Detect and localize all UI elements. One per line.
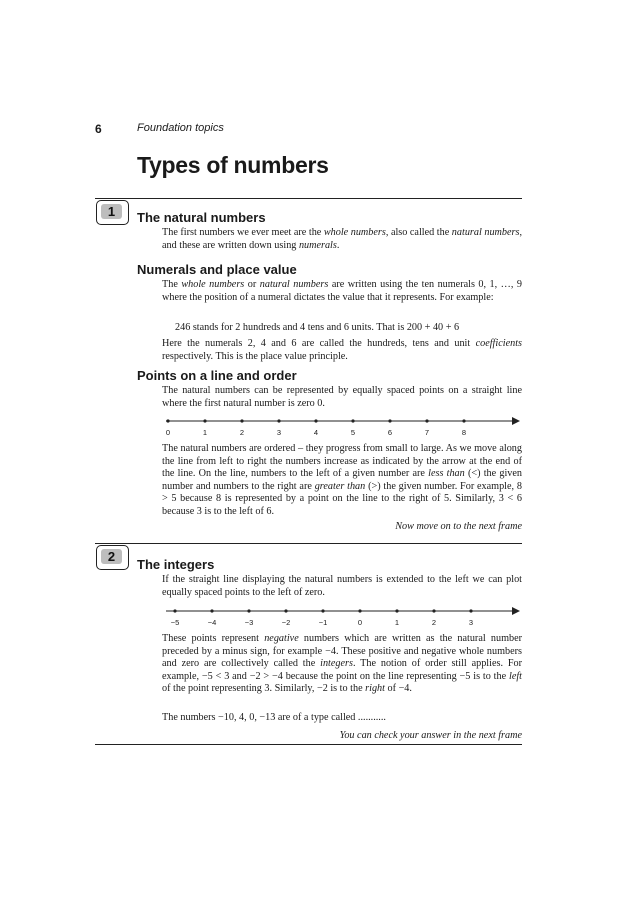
tick-label: 0 <box>165 428 171 437</box>
tick-label: 8 <box>461 428 467 437</box>
integers-paragraph: These points represent negative numbers which are written as the natural number preceded by a minus sign, for example −4. These positive and negative whole numbers and zero are collectively called the integers. The notion of order still applies. For example, −5 < 3 and −2 > −4 because the point on the line representing −5 is to the left of the point representing 3. Similarly, −2 is to the right of −4. <box>162 633 522 695</box>
tick-label: 3 <box>468 618 474 627</box>
chapter-title: Types of numbers <box>137 152 329 178</box>
frame-2-footer: You can check your answer in the next frame <box>339 730 522 741</box>
coefficients-paragraph: Here the numerals 2, 4 and 6 are called the hundreds, tens and unit coefficients respectively. This is the place value principle. <box>162 338 522 362</box>
tick-label: 4 <box>313 428 319 437</box>
tick-label: −4 <box>207 618 217 627</box>
bottom-rule <box>95 744 522 745</box>
frame-2-number: 2 <box>101 549 122 564</box>
frame-2-title: The integers <box>137 557 215 572</box>
frame-1-intro: The first numbers we ever meet are the whole numbers, also called the natural numbers, and these are written down using numerals. <box>162 227 522 251</box>
running-header: Foundation topics <box>137 122 224 134</box>
tick-label: −1 <box>318 618 328 627</box>
tick-label: 2 <box>239 428 245 437</box>
place-value-example: 246 stands for 2 hundreds and 4 tens and 6 units. That is 200 + 40 + 6 <box>175 322 460 333</box>
integers-intro-paragraph: If the straight line displaying the natural numbers is extended to the left we can plot equally spaced points to the left of zero. <box>162 574 522 598</box>
tick-label: 0 <box>357 618 363 627</box>
tick-label: 1 <box>394 618 400 627</box>
tick-label: −3 <box>244 618 254 627</box>
tick-label: 5 <box>350 428 356 437</box>
tick-label: −2 <box>281 618 291 627</box>
tick-label: 7 <box>424 428 430 437</box>
ordering-paragraph: The natural numbers are ordered – they progress from small to large. As we move along the line from left to right the numbers increase as indicated by the arrow at the end of the line. On the line, numbers to the left of a given number are less than (<) the given number and numbers to the right are greater than (>) the given number. For example, 8 > 5 because 8 is represented by a point on the line to the right of 5. Similarly, 3 < 6 because 3 is to the left of 6. <box>162 443 522 517</box>
integers-question: The numbers −10, 4, 0, −13 are of a type called ........... <box>162 712 386 723</box>
natural-line-labels <box>160 428 520 440</box>
integer-line-labels <box>160 618 520 630</box>
frame-1-footer: Now move on to the next frame <box>395 521 522 532</box>
frame-1-number: 1 <box>101 204 122 219</box>
tick-label: 3 <box>276 428 282 437</box>
numerals-paragraph: The whole numbers or natural numbers are written using the ten numerals 0, 1, …, 9 where the position of a numeral dictates the value that it represents. For example: <box>162 279 522 303</box>
frame-2-rule <box>95 543 522 544</box>
frame-1-rule <box>95 198 522 199</box>
heading-numerals-place-value: Numerals and place value <box>137 262 297 277</box>
frame-1-badge <box>96 200 129 225</box>
tick-label: 2 <box>431 618 437 627</box>
frame-1-title: The natural numbers <box>137 210 266 225</box>
points-line-paragraph: The natural numbers can be represented by equally spaced points on a straight line where the first natural number is zero 0. <box>162 385 522 409</box>
heading-points-on-line: Points on a line and order <box>137 368 297 383</box>
page-number: 6 <box>95 122 102 136</box>
frame-2-badge <box>96 545 129 570</box>
tick-label: 6 <box>387 428 393 437</box>
tick-label: 1 <box>202 428 208 437</box>
tick-label: −5 <box>170 618 180 627</box>
